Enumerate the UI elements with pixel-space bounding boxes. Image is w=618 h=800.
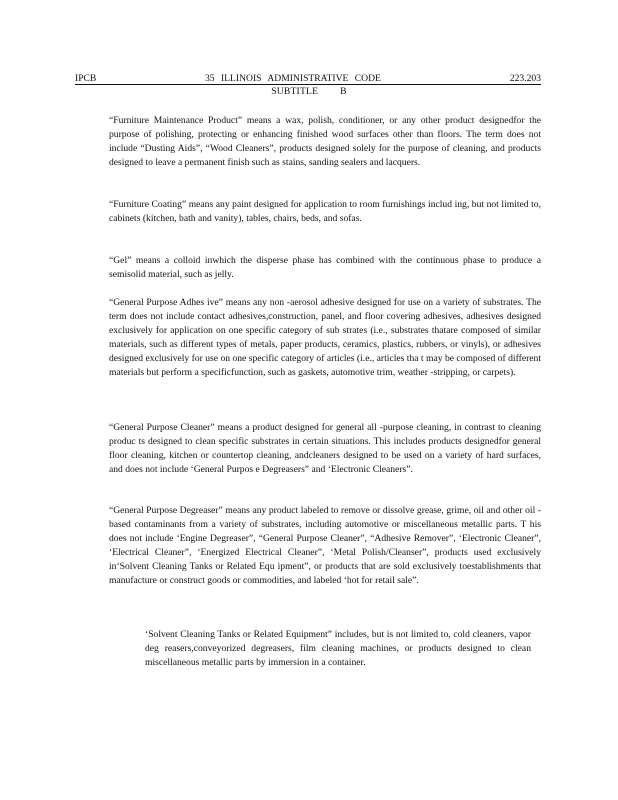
header-subtitle xyxy=(0,86,618,97)
subtitle-letter: B xyxy=(340,86,347,97)
header-code-title: 35 ILLINOIS ADMINISTRATIVE CODE xyxy=(205,73,381,84)
definition-general-purpose-degreaser: “General Purpose Degreaser” means any product labeled to remove or dissolve grease, grime, oil and other oil -based contaminants from a variety of substrates, including automotive or miscellaneous metallic parts. T his does not include ‘Engine Degreaser”, “General Purpose Cleaner”, “Adhesive Remover”, ‘Electronic Cleaner”, ‘Electrical Cleaner”, ‘Energized Electrical Cleaner”, ‘Metal Polish/Cleanser”, products used exclusively in‘Solvent Cleaning Tanks or Related Equ ipment”, or products that are sold exclusively toestablishments that manufacture or construct goods or commodities, and labeled ‘hot for retail sale”. xyxy=(109,505,541,586)
header-rule xyxy=(75,84,541,85)
definition-furniture-maintenance-product: “Furniture Maintenance Product” means a wax, polish, conditioner, or any other product designedfor the purpose of polishing, protecting or enhancing finished wood surfaces other than floors. The term does not include “Dusting Aids”, “Wood Cleaners”, products designed solely for the purpose of cleaning, and products designed to leave a permanent finish such as stains, sanding sealers and lacquers. xyxy=(109,115,541,168)
definition-general-purpose-cleaner: “General Purpose Cleaner” means a product designed for general all -purpose cleaning, in contrast to cleaning produc ts designed to clean specific substrates in certain situations. This includes products designedfor general floor cleaning, kitchen or countertop cleaning, andcleaners designed to be used on a variety of hard surfaces, and does not include ‘General Purpos e Degreasers” and ‘Electronic Cleaners”. xyxy=(109,422,541,475)
definition-general-purpose-adhesive: “General Purpose Adhes ive” means any non -aerosol adhesive designed for use on a variety of substrates. The term does not include contact adhesives,construction, panel, and floor covering adhesives, adhesives designed exclusively for application on one specific category of sub strates (i.e., substrates thatare composed of similar materials, such as different types of metals, paper products, ceramics, plastics, rubbers, or vinyls), or adhesives designed exclusively for use on one specific category of articles (i.e., articles tha t may be composed of different materials but perform a specificfunction, such as gaskets, automotive trim, weather -stripping, or carpets). xyxy=(109,297,541,378)
definition-solvent-cleaning-tanks: ‘Solvent Cleaning Tanks or Related Equipment” includes, but is not limited to, cold cleaners, vapor deg reasers,conveyorized degreasers, film cleaning machines, or products designed to clean miscellaneous metallic parts by immersion in a container. xyxy=(145,629,531,668)
header-agency: IPCB xyxy=(75,73,97,84)
header-section-number: 223.203 xyxy=(509,73,541,84)
definition-gel: “Gel” means a colloid inwhich the disperse phase has combined with the continuous phase to produce a semisolid material, such as jelly. xyxy=(109,255,541,280)
definition-furniture-coating: “Furniture Coating” means any paint designed for application to room furnishings includ ing, but not limited to, cabinets (kitchen, bath and vanity), tables, chairs, beds, and sofas. xyxy=(109,199,541,224)
subtitle-label: SUBTITLE xyxy=(271,86,319,97)
